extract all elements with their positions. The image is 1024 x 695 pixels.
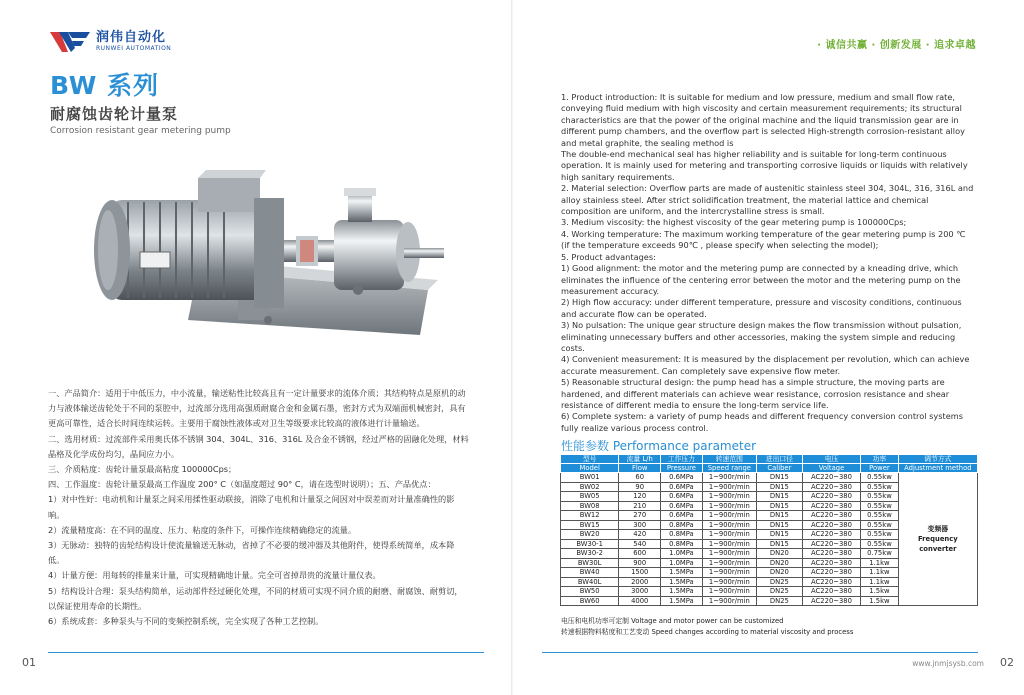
table-cell: AC220~380 [802, 511, 860, 521]
series-title: BW 系列 [50, 71, 159, 100]
table-cell: 1.1kw [861, 558, 899, 568]
table-cell: AC220~380 [802, 520, 860, 530]
table-cell: DN15 [756, 501, 802, 511]
table-cell: DN15 [756, 530, 802, 540]
table-cell: AC220~380 [802, 539, 860, 549]
table-cell: 1.1kw [861, 568, 899, 578]
table-cell: BW30L [561, 558, 619, 568]
table-cell: BW40L [561, 577, 619, 587]
left-paragraph: 三、介质粘度：齿轮计量泵最高粘度 100000Cps； [48, 464, 237, 475]
table-header-row-cn [561, 455, 978, 464]
table-cell: 1~900r/min [702, 568, 756, 578]
left-paragraph: 一、产品简介：适用于中低压力，中小流量，输送粘性比较高且有一定计量要求的流体介质；其结构特点是原机的动力与液体输送齿轮处于不同的泵腔中，过流部分选用高强质耐腐合金和金属石墨，密封方式为双端面机械密封，具有更高可靠性，适合长时间连续运转。主要用于腐蚀性液体或对卫生等级要求比较高的液体进行计量输送。 [48, 388, 466, 429]
table-cell: 1~900r/min [702, 539, 756, 549]
table-cell: 1500 [619, 568, 661, 578]
logo-mark-icon [50, 30, 90, 54]
performance-table [560, 454, 978, 606]
table-cell: 1~900r/min [702, 577, 756, 587]
table-cell: 0.55kw [861, 530, 899, 540]
left-paragraph: 4）计量方便：用每转的排量来计量，可实现精确地计量。完全可省掉昂贵的流量计量仪表。 [48, 570, 381, 581]
table-cell: DN20 [756, 549, 802, 559]
table-cell: 0.55kw [861, 492, 899, 502]
table-cell: BW40 [561, 568, 619, 578]
table-cell: 270 [619, 511, 661, 521]
table-cell: 210 [619, 501, 661, 511]
table-cell: BW12 [561, 511, 619, 521]
table-header-row-en [561, 464, 978, 473]
adjustment-cell [898, 473, 977, 606]
table-cell: DN15 [756, 520, 802, 530]
table-cell: 120 [619, 492, 661, 502]
table-cell: 0.6MPa [661, 473, 703, 483]
table-cell: BW15 [561, 520, 619, 530]
table-cell: 4000 [619, 596, 661, 606]
header-cell: Voltage [802, 464, 860, 473]
header-cell: 电压 [802, 455, 860, 464]
table-cell: AC220~380 [802, 577, 860, 587]
table-cell: 0.6MPa [661, 492, 703, 502]
header-cell: Adjustment method [898, 464, 977, 473]
table-cell: 0.55kw [861, 520, 899, 530]
table-cell: BW50 [561, 587, 619, 597]
table-cell: 0.6MPa [661, 482, 703, 492]
table-cell: 0.55kw [861, 501, 899, 511]
table-cell: 1~900r/min [702, 587, 756, 597]
table-cell: 0.8MPa [661, 539, 703, 549]
table-cell: AC220~380 [802, 473, 860, 483]
table-cell: 0.55kw [861, 473, 899, 483]
table-cell: 0.8MPa [661, 520, 703, 530]
right-paragraph: The double-end mechanical seal has higher reliability and is suitable for long-term continuous operation. It is mainly used for metering and transporting corrosive liquids or liquids with relatively high sanitary requirements. [561, 149, 968, 182]
website-url: www.jnmjsysb.com [912, 659, 984, 668]
right-paragraph: 2. Material selection: Overflow parts are made of austenitic stainless steel 304, 304L, 316, 316L and alloy stainless steel. After strict solidification treatment, the material lattice and chemical composition are uniform, and the intercrystalline stress is small. [561, 183, 974, 217]
table-cell: 1.5MPa [661, 587, 703, 597]
product-title-en: Corrosion resistant gear metering pump [50, 126, 231, 136]
table-cell: 1~900r/min [702, 492, 756, 502]
table-cell: 3000 [619, 587, 661, 597]
table-cell: DN25 [756, 596, 802, 606]
company-logo [50, 30, 171, 54]
adjustment-en: Frequency converter [917, 535, 958, 553]
table-cell: 1.0MPa [661, 558, 703, 568]
table-cell: AC220~380 [802, 492, 860, 502]
header-cell: 转速范围 [702, 455, 756, 464]
left-description [48, 386, 470, 629]
table-cell: BW05 [561, 492, 619, 502]
table-cell: 0.6MPa [661, 501, 703, 511]
table-cell: AC220~380 [802, 501, 860, 511]
table-cell: 1.0MPa [661, 549, 703, 559]
table-cell: 1.5kw [861, 587, 899, 597]
table-cell: DN20 [756, 568, 802, 578]
right-paragraph: 3. Medium viscosity: the highest viscosity of the gear metering pump is 100000Cps; [561, 217, 907, 228]
table-cell: 1.1kw [861, 577, 899, 587]
page-number-left: 01 [22, 656, 36, 669]
table-cell: DN25 [756, 587, 802, 597]
table-cell: BW08 [561, 501, 619, 511]
left-paragraph: 四、工作温度：齿轮计量泵最高工作温度 200° C（如温度超过 90° C，请在选型时说明）；五、产品优点： [48, 479, 436, 490]
logo-cn-text: 润伟自动化 [96, 30, 167, 45]
header-cell: Flow [619, 464, 661, 473]
table-cell: 600 [619, 549, 661, 559]
header-cell: Speed range [702, 464, 756, 473]
left-paragraph: 5）结构设计合理：泵头结构简单，运动部件经过硬化处理，不同的材质可实现不同介质的耐磨、耐腐蚀、耐剪切，以保证使用寿命的长期性。 [48, 585, 463, 611]
table-cell: AC220~380 [802, 530, 860, 540]
table-cell: 1~900r/min [702, 520, 756, 530]
table-cell: AC220~380 [802, 549, 860, 559]
table-cell: 90 [619, 482, 661, 492]
table-cell: AC220~380 [802, 482, 860, 492]
table-cell: DN15 [756, 492, 802, 502]
table-cell: 300 [619, 520, 661, 530]
table-cell: DN20 [756, 558, 802, 568]
left-paragraph: 3）无脉动：独特的齿轮结构设计使流量输送无脉动，省掉了不必要的缓冲器及其他附件，使得系统简单，成本降低。 [48, 540, 455, 566]
table-cell: 2000 [619, 577, 661, 587]
table-cell: BW20 [561, 530, 619, 540]
right-paragraph: 2) High flow accuracy: under different temperature, pressure and viscosity conditions, continuous and accurate flow can be operated. [561, 297, 962, 319]
right-paragraph: 6) Complete system: a variety of pump heads and different frequency conversion control systems fully realize various process control. [561, 411, 963, 433]
table-cell: 1~900r/min [702, 501, 756, 511]
table-cell: AC220~380 [802, 587, 860, 597]
table-cell: 1~900r/min [702, 558, 756, 568]
table-cell: 1~900r/min [702, 549, 756, 559]
left-paragraph: 二、选用材质：过流部件采用奥氏体不锈钢 304、304L、316、316L 及合金不锈钢，经过严格的固融化处理，材料晶格及化学成份均匀，晶间应力小。 [48, 433, 469, 459]
product-title-cn: 耐腐蚀齿轮计量泵 [50, 105, 179, 123]
table-cell: 0.55kw [861, 482, 899, 492]
page-number-right: 02 [1000, 656, 1014, 669]
table-cell: 60 [619, 473, 661, 483]
header-cell: 型号 [561, 455, 619, 464]
right-paragraph: 1) Good alignment: the motor and the metering pump are connected by a kneading drive, which eliminates the influence of the centering error between the motor and the metering pump on the measurement accuracy. [561, 263, 961, 296]
table-cell: 1~900r/min [702, 511, 756, 521]
table-cell: DN25 [756, 577, 802, 587]
company-slogan: · 诚信共赢 · 创新发展 · 追求卓越 [817, 40, 976, 51]
header-cell: 调节方式 [898, 455, 977, 464]
right-paragraph: 5. Product advantages: [561, 251, 656, 262]
right-paragraph: 3) No pulsation: The unique gear structure design makes the flow transmission without pulsation, eliminating unnecessary buffers and other accessories, making the system simple and reducing costs. [561, 320, 962, 353]
table-cell: BW02 [561, 482, 619, 492]
table-cell: 0.75kw [861, 549, 899, 559]
header-cell: Pressure [661, 464, 703, 473]
table-cell: 0.6MPa [661, 511, 703, 521]
table-cell: AC220~380 [802, 596, 860, 606]
header-cell: Caliber [756, 464, 802, 473]
table-cell: DN15 [756, 539, 802, 549]
header-cell: Model [561, 464, 619, 473]
note-line: 转速根据物料粘度和工艺变动 Speed changes according to material viscosity and process [561, 628, 854, 636]
header-cell: 功率 [861, 455, 899, 464]
right-paragraph: 4. Working temperature: The maximum working temperature of the gear metering pump is 200 ℃ (if the temperature exceeds 90℃ , please specify when selecting the model); [561, 228, 966, 251]
table-cell: 900 [619, 558, 661, 568]
header-cell: 工作压力 [661, 455, 703, 464]
table-cell: AC220~380 [802, 558, 860, 568]
table-row [561, 473, 978, 483]
performance-title: 性能参数 Performance parameter [561, 439, 757, 453]
table-cell: 420 [619, 530, 661, 540]
table-cell: 1.5MPa [661, 577, 703, 587]
table-cell: BW60 [561, 596, 619, 606]
table-cell: BW30-1 [561, 539, 619, 549]
table-cell: 0.55kw [861, 539, 899, 549]
table-cell: 0.8MPa [661, 530, 703, 540]
table-cell: DN15 [756, 511, 802, 521]
header-cell: 进出口径 [756, 455, 802, 464]
table-cell: 1~900r/min [702, 596, 756, 606]
right-paragraph: 1. Product introduction: It is suitable for medium and low pressure, medium and small flow rate, conveying fluid medium with high viscosity and certain measurement requirements; its structural characteristics are that the power of the original machine and the liquid transmission gear are in different pump chambers, and the overflow part is selected High-strength corrosion-resistant alloy and metal graphite, the sealing method is [561, 92, 965, 148]
footer-divider-right [542, 652, 978, 653]
logo-en-text: RUNWEI AUTOMATION [96, 45, 172, 52]
table-cell: 0.55kw [861, 511, 899, 521]
right-description [561, 92, 975, 434]
left-paragraph: 6）系统成套：多种泵头与不同的变频控制系统，完全实现了各种工艺控制。 [48, 616, 324, 627]
header-cell: Power [861, 464, 899, 473]
note-line: 电压和电机功率可定制 Voltage and motor power can be customized [561, 617, 784, 625]
table-cell: DN15 [756, 473, 802, 483]
right-page [512, 0, 1024, 695]
table-cell: 1~900r/min [702, 482, 756, 492]
table-cell: 1.5MPa [661, 568, 703, 578]
footer-divider-left [48, 652, 484, 653]
table-cell: BW01 [561, 473, 619, 483]
adjustment-cn: 变频器 [927, 525, 949, 533]
table-cell: 540 [619, 539, 661, 549]
table-cell: AC220~380 [802, 568, 860, 578]
table-cell: DN15 [756, 482, 802, 492]
right-paragraph: 5) Reasonable structural design: the pump head has a simple structure, the moving parts are hardened, and different materials can achieve wear resistance, corrosion resistance and shear resistance of different media to ensure the long-term service life. [561, 377, 950, 410]
table-cell: 1~900r/min [702, 530, 756, 540]
table-cell: 1.5kw [861, 596, 899, 606]
header-cell: 流量 L/h [619, 455, 661, 464]
right-paragraph: 4) Convenient measurement: It is measured by the displacement per revolution, which can achieve accurate measurement. Can completely save expensive flow meter. [561, 354, 970, 376]
table-notes [561, 616, 853, 638]
left-paragraph: 1）对中性好：电动机和计量泵之间采用揉性驱动联接，消除了电机和计量泵之间因对中误差而对计量准确性的影响。 [48, 494, 455, 520]
table-cell: 1~900r/min [702, 473, 756, 483]
left-paragraph: 2）流量精度高：在不同的温度、压力、粘度的条件下，可操作连续精确稳定的流量。 [48, 524, 357, 535]
table-cell: BW30-2 [561, 549, 619, 559]
table-cell: 1.5MPa [661, 596, 703, 606]
pump-product-image [48, 140, 468, 365]
